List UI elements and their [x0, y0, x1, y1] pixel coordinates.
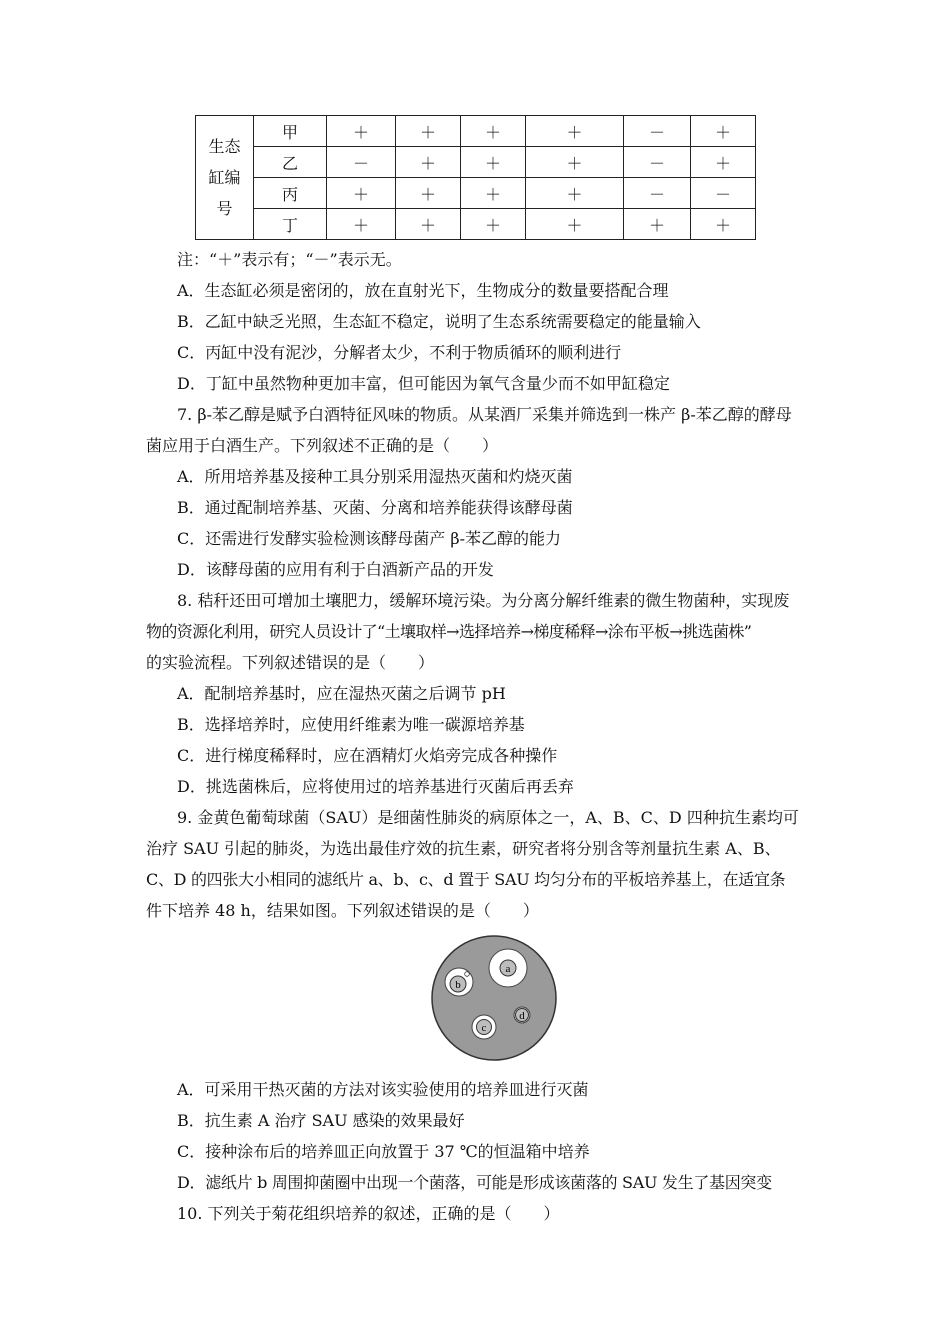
table-cell: －	[691, 178, 756, 209]
q7-option-d: D．该酵母菌的应用有利于白酒新产品的开发	[177, 560, 494, 579]
q9-stem-line: C、D 的四张大小相同的滤纸片 a、b、c、d 置于 SAU 均匀分布的平板培养基上，在适宜条	[146, 870, 786, 889]
table-cell: ＋	[526, 209, 624, 240]
q6-option-a: A．生态缸必须是密闭的，放在直射光下，生物成分的数量要搭配合理	[177, 281, 669, 300]
q9-option-b: B．抗生素 A 治疗 SAU 感染的效果最好	[177, 1111, 465, 1130]
ecosystem-table	[195, 115, 756, 240]
q8-option-a: A．配制培养基时，应在湿热灭菌之后调节 pH	[177, 684, 506, 703]
table-cell: ＋	[327, 178, 396, 209]
q9-stem-line: 9. 金黄色葡萄球菌（SAU）是细菌性肺炎的病原体之一，A、B、C、D 四种抗生素均可	[177, 808, 799, 827]
table-cell: ＋	[327, 209, 396, 240]
table-cell: ＋	[396, 147, 461, 178]
disc-a	[489, 949, 527, 987]
table-cell: －	[624, 178, 691, 209]
disc-label: a	[505, 963, 511, 975]
table-row	[196, 116, 756, 147]
colony	[465, 972, 470, 977]
table-cell: ＋	[526, 116, 624, 147]
disc-label: d	[519, 1010, 525, 1022]
q8-option-d: D．挑选菌株后，应将使用过的培养基进行灭菌后再丢弃	[177, 777, 574, 796]
q8-option-b: B．选择培养时，应使用纤维素为唯一碳源培养基	[177, 715, 525, 734]
q7-option-a: A．所用培养基及接种工具分别采用湿热灭菌和灼烧灭菌	[177, 467, 573, 486]
table-cell: ＋	[327, 116, 396, 147]
q8-stem-line: 的实验流程。下列叙述错误的是（ ）	[146, 653, 435, 672]
q7-stem-line: 7. β-苯乙醇是赋予白酒特征风味的物质。从某酒厂采集并筛选到一株产 β-苯乙醇的酵母	[177, 405, 792, 424]
disc-b	[445, 968, 473, 996]
table-cell: ＋	[526, 178, 624, 209]
table-row	[196, 178, 756, 209]
q7-stem-line: 菌应用于白酒生产。下列叙述不正确的是（ ）	[146, 436, 499, 455]
q8-option-c: C．进行梯度稀释时，应在酒精灯火焰旁完成各种操作	[177, 746, 558, 765]
tank-name: 丙	[254, 178, 327, 209]
q10-stem: 10. 下列关于菊花组织培养的叙述，正确的是（ ）	[177, 1204, 560, 1223]
tank-name: 甲	[254, 116, 327, 147]
header-line: 号	[216, 199, 233, 218]
table-cell: ＋	[461, 178, 526, 209]
q9-stem-line: 件下培养 48 h，结果如图。下列叙述错误的是（ ）	[146, 901, 539, 920]
table-row	[196, 147, 756, 178]
q7-option-b: B．通过配制培养基、灭菌、分离和培养能获得该酵母菌	[177, 498, 573, 517]
table-cell: ＋	[461, 209, 526, 240]
table-cell: ＋	[691, 209, 756, 240]
disc-d	[514, 1007, 530, 1023]
table-row-header	[196, 116, 254, 240]
table-cell: －	[624, 116, 691, 147]
table-cell: ＋	[461, 116, 526, 147]
table-cell: －	[327, 147, 396, 178]
table-cell: ＋	[396, 178, 461, 209]
q8-stem-line: 8. 秸秆还田可增加土壤肥力，缓解环境污染。为分离分解纤维素的微生物菌种，实现废	[177, 591, 790, 610]
petri-dish-figure	[428, 935, 560, 1061]
table-cell: ＋	[691, 147, 756, 178]
table-cell: ＋	[396, 116, 461, 147]
tank-name: 丁	[254, 209, 327, 240]
q9-stem-line: 治疗 SAU 引起的肺炎，为选出最佳疗效的抗生素，研究者将分别含等剂量抗生素 A、B、	[146, 839, 781, 858]
table-cell: ＋	[396, 209, 461, 240]
disc-c	[472, 1015, 496, 1039]
table-row	[196, 209, 756, 240]
table-note: 注：“＋”表示有；“－”表示无。	[177, 250, 402, 269]
q6-option-c: C．丙缸中没有泥沙，分解者太少，不利于物质循环的顺利进行	[177, 343, 622, 362]
header-line: 缸编	[208, 168, 241, 187]
q6-option-d: D．丁缸中虽然物种更加丰富，但可能因为氧气含量少而不如甲缸稳定	[177, 374, 670, 393]
table-cell: ＋	[526, 147, 624, 178]
header-line: 生态	[208, 137, 241, 156]
table-cell: ＋	[624, 209, 691, 240]
table-cell: ＋	[461, 147, 526, 178]
q9-option-d: D．滤纸片 b 周围抑菌圈中出现一个菌落，可能是形成该菌落的 SAU 发生了基因突变	[177, 1173, 772, 1192]
table-cell: ＋	[691, 116, 756, 147]
q9-option-a: A．可采用干热灭菌的方法对该实验使用的培养皿进行灭菌	[177, 1080, 589, 1099]
disc-label: c	[481, 1022, 487, 1034]
disc-label: b	[455, 979, 461, 991]
q8-stem-line: 物的资源化利用，研究人员设计了“土壤取样→选择培养→梯度稀释→涂布平板→挑选菌株”	[146, 622, 752, 641]
q9-option-c: C．接种涂布后的培养皿正向放置于 37 ℃的恒温箱中培养	[177, 1142, 590, 1161]
table-cell: －	[624, 147, 691, 178]
tank-name: 乙	[254, 147, 327, 178]
q6-option-b: B．乙缸中缺乏光照，生态缸不稳定，说明了生态系统需要稳定的能量输入	[177, 312, 701, 331]
q7-option-c: C．还需进行发酵实验检测该酵母菌产 β-苯乙醇的能力	[177, 529, 561, 548]
